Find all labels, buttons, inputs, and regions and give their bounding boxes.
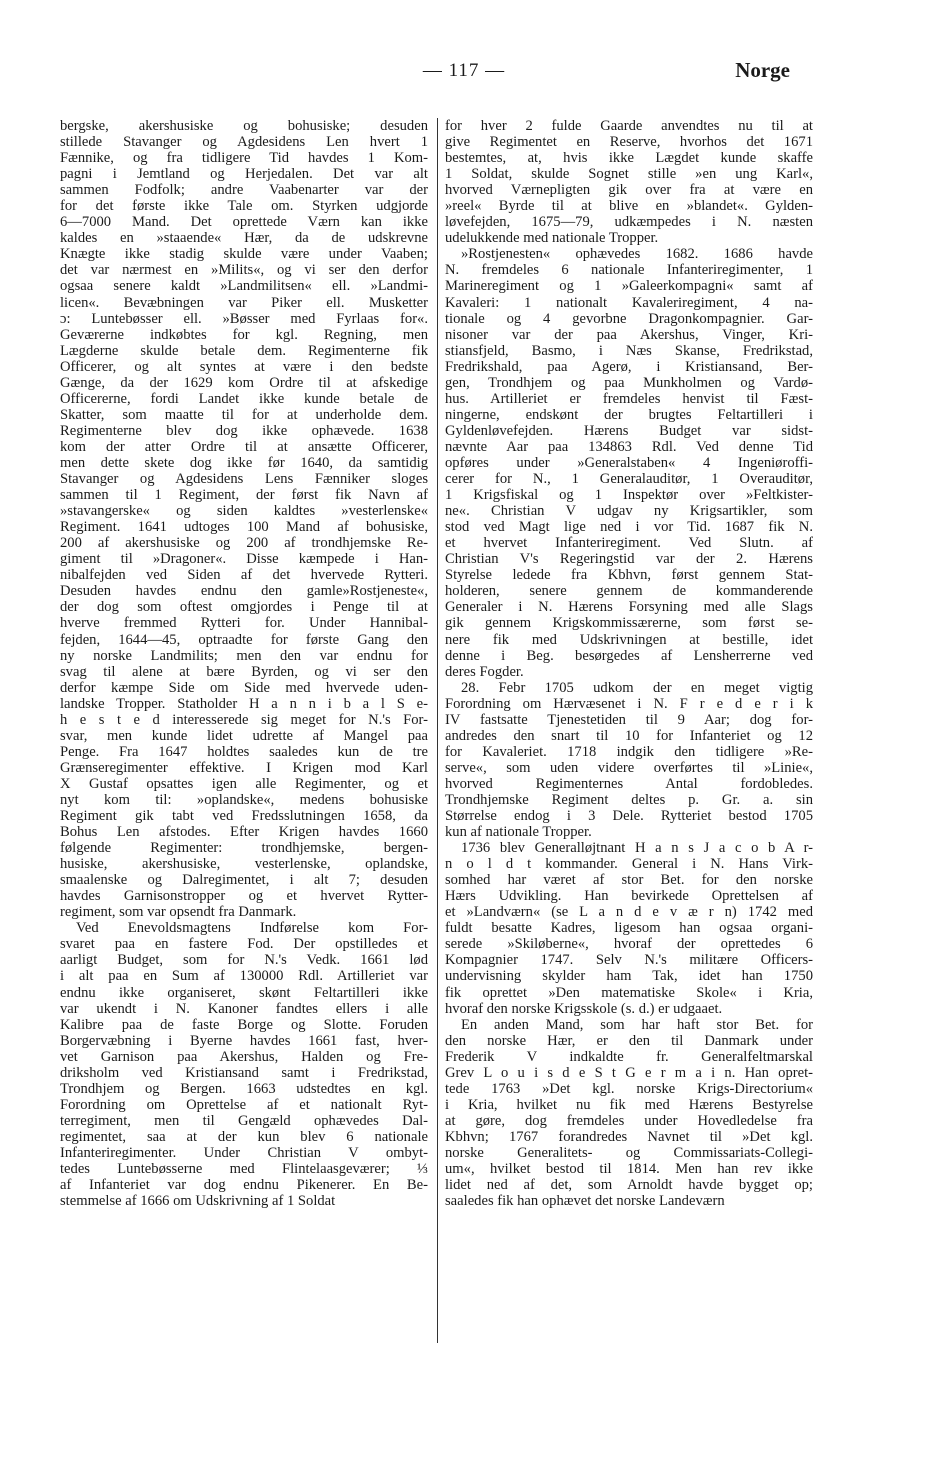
text-line: svag til alene at bære Byrden, og vi ser den (60, 663, 428, 680)
text-line: ogsaa senere kaldt »Landmilitsen« ell. »Landmi- (60, 278, 428, 295)
text-line: sammen til 1 Regiment, der først fik Navn af (60, 487, 428, 504)
text-line: um«, hvilket bestod til 1814. Men han rev ikke (445, 1161, 813, 1178)
text-line: h e s t e d interesserede sig meget for N.'s For- (60, 711, 428, 728)
text-line: driksholm ved Kristiansand samt i Fredrikstad, (60, 1064, 428, 1081)
running-head: Norge (735, 58, 790, 82)
text-line: der dog som oftest omgjordes i Penge til at (60, 599, 428, 616)
text-line: det var nærmest en »Milits«, og vi ser den derfor (60, 262, 428, 279)
text-line: stod ved Magt lige ned i vor Tid. 1687 fik N. (445, 519, 813, 536)
text-line: derfor kæmpe Side om Side med hvervede uden- (60, 679, 428, 696)
text-line: aarligt Budget, som for N.'s Vedk. 1661 lød (60, 952, 428, 969)
text-line: Marineregiment og 1 »Galeerkompagni« samt af (445, 278, 813, 295)
text-line: »stavangerske« og siden kaldtes »vesterlenske« (60, 503, 428, 520)
text-line: terregiment, men til Gengæld ophævedes Dal- (60, 1112, 428, 1129)
text-line: Regiment gik tabt ved Fredsslutningen 1658, da (60, 808, 428, 825)
text-line: Knægte ikke stadig skulde være under Vaaben; (60, 246, 428, 263)
text-line: et hvervet Infanteriregiment. Ved Slutn. af (445, 535, 813, 552)
text-line: for hver 2 fulde Gaarde anvendtes nu til at (445, 118, 813, 134)
text-line: den norske Hær, er den til Danmark under (445, 1032, 813, 1049)
text-line: husiske, akershusiske, vesterlenske, oplandske, (60, 856, 428, 873)
text-line: licen«. Bevæbningen var Piker ell. Musketter (60, 294, 428, 311)
text-line: gen, Trondhjem og paa Munkholmen og Vardø- (445, 374, 813, 391)
page-number: — 117 — (422, 60, 506, 81)
text-line: bestemtes, at, hvis ikke Lægdet kunde skaffe (445, 150, 813, 167)
right-column (445, 118, 813, 1209)
text-line: kom der atter Ordre til at ansætte Officerer, (60, 438, 428, 455)
text-line: undervisning skylder ham Tak, idet han 1750 (445, 968, 813, 985)
text-line: Borgervæbning i Byerne havdes 1661 fast, hver- (60, 1032, 428, 1049)
text-line: pagni i Jemtland og Herjedalen. Det var alt (60, 166, 428, 183)
text-line: 28. Febr 1705 udkom der en meget vigtig (461, 679, 813, 696)
text-line: men dette skete dog ikke før 1640, da samtidig (60, 454, 428, 471)
text-line: tedes Luntebøsserne med Flintelaasgeværer; ⅓ (60, 1161, 428, 1178)
text-line: Ved Enevoldsmagtens Indførelse kom For- (76, 920, 428, 937)
text-line: for Kavaleriet. 1718 indgik den tidligere »Re- (445, 743, 813, 760)
text-line: kaldes en »staaende« Hær, da de udskrevne (60, 230, 428, 247)
text-line: IV fastsatte Tjenestetiden til 9 Aar; dog for- (445, 711, 813, 728)
text-line: Fænnike, og fra tidligere Tid havdes 1 Kom- (60, 150, 428, 167)
text-line: Fredrikshald, paa Agerø, i Kristiansand, Ber- (445, 358, 813, 375)
text-line: somhed har været af stor Bet. for den norske (445, 872, 813, 889)
text-line: regiment, som var opsendt fra Danmark. (60, 904, 297, 921)
text-line: tede 1763 »Det kgl. norske Krigs-Directorium« (445, 1080, 813, 1097)
text-line: Forordning om Hærvæsenet i N. F r e d e r i k (445, 695, 813, 712)
text-line: 6—7000 Mand. Det oprettede Værn kan ikke (60, 214, 428, 231)
text-line: cerer for N., 1 Generalauditør, 1 Overauditør, (445, 471, 813, 488)
text-line: fejden, 1644—45, optraadte for første Gang den (60, 631, 428, 648)
text-line: give Regimentet en Reserve, hvorhos det 1671 (445, 134, 813, 151)
text-line: giment til »Dragoner«. Disse kæmpede i Han- (60, 551, 428, 568)
left-column (60, 118, 428, 1209)
text-line: nyt kom til: »oplandske«, medens bohusiske (60, 791, 428, 808)
text-line: hverve fremmed Rytteri for. Under Hannibal- (60, 615, 428, 632)
text-line: Christian V's Regeringstid var der 2. Hærens (445, 551, 813, 568)
text-line: nævnte Aar paa 134863 Rdl. Ved denne Tid (445, 438, 813, 455)
text-line: Stavanger og Agdesidens Lens Fænniker sloges (60, 471, 428, 488)
text-line: n o l d t kommander. General i N. Hans Virk- (445, 856, 813, 873)
text-line: Grænseregimenter effektive. I Krigen mod Karl (60, 759, 428, 776)
text-line: Hærs Udvikling. Han bevirkede Oprettelsen af (445, 888, 813, 905)
text-line: deres Fogder. (445, 663, 524, 680)
text-line: svaret paa en fastere Fod. Der opstilledes et (60, 936, 428, 953)
text-line: hvorved Regimenternes Antal fordobledes. (445, 775, 813, 792)
text-line: fik oprettet »Den matematiske Skole« i Kria, (445, 984, 813, 1001)
text-line: gik gennem Krigskommissærerne, som først se- (445, 615, 813, 632)
text-line: Størrelse endog i 3 Dele. Rytteriet bestod 1705 (445, 808, 813, 825)
text-line: nisoner var der paa Akershus, Vinger, Kri- (445, 326, 813, 343)
text-line: havdes Garnisonstropper og et hvervet Rytter- (60, 888, 428, 905)
text-line: ne«. Christian V udgav ny Krigsartikler, som (445, 503, 813, 520)
text-line: et »Landværn« (se L a n d e v æ r n) 1742 med (445, 904, 813, 921)
text-line: i Kria, hvilket nu fik med Hærens Bestyrelse (445, 1096, 813, 1113)
text-line: bergske, akershusiske og bohusiske; desuden (60, 118, 428, 134)
text-line: for det første ikke Tale om. Styrken udgjorde (60, 198, 428, 215)
text-line: andredes den snart til 10 for Infanteriet og 12 (445, 727, 813, 744)
text-line: opføres under »Generalstaben« 4 Ingeniøroffi- (445, 454, 813, 471)
text-line: lidet ned af det, som Arnoldt havde bygget op; (445, 1177, 813, 1194)
text-line: hus. Artilleriet er fremdeles henvist til Fæst- (445, 390, 813, 407)
text-line: i alt paa en Sum af 130000 Rdl. Artilleriet var (60, 968, 428, 985)
text-line: regimentet, saa at der kun blev 6 nationale (60, 1128, 428, 1145)
column-divider (437, 118, 438, 1343)
text-line: svar, men kunde lidet udrette af Mangel paa (60, 727, 428, 744)
text-line: »reel« Byrde til at blive en »blandet«. Gylden- (445, 198, 813, 215)
text-line: norske Generalitets- og Commissariats-Collegi- (445, 1145, 813, 1161)
text-line: stemmelse af 1666 om Udskrivning af 1 Soldat (60, 1193, 336, 1210)
text-line: Regiment. 1641 udtoges 100 Mand af bohusiske, (60, 519, 428, 536)
text-line: stillede Stavanger og Agdesidens Len hvert 1 (60, 134, 428, 151)
text-line: 1736 blev Generalløjtnant H a n s J a c o b A r- (461, 840, 813, 857)
text-line: endnu ikke organiseret, skønt Feltartilleri ikke (60, 984, 428, 1001)
text-line: Skatter, som maatte til for at underholde dem. (60, 406, 428, 423)
text-line: var ukendt i N. Kanoner fandtes ellers i alle (60, 1000, 428, 1017)
text-line: sammen Fodfolk; andre Vaabenarter var der (60, 182, 428, 199)
text-line: Officererne, fordi Landet ikke kunde betale de (60, 390, 428, 407)
text-line: Kalibre paa de faste Borge og Slotte. Foruden (60, 1016, 428, 1033)
text-line: tionale og 4 gevorbne Dragonkompagnier. Gar- (445, 310, 813, 327)
text-line: Penge. Fra 1647 holdtes saaledes kun de tre (60, 743, 428, 760)
text-line: saaledes fik han ophævet det norske Landeværn (445, 1193, 725, 1210)
text-line: Frederik V indkaldte fr. Generalfeltmarskal (445, 1048, 813, 1065)
text-line: N. fremdeles 6 nationale Infanteriregimenter, 1 (445, 262, 813, 279)
text-line: Grev L o u i s d e S t G e r m a i n. Han opret- (445, 1064, 813, 1081)
text-line: landske Tropper. Statholder H a n n i b a l S e- (60, 695, 428, 712)
text-line: Bohus Len afstodes. Efter Krigen havdes 1660 (60, 824, 428, 841)
text-line: kun af nationale Tropper. (445, 824, 592, 841)
text-line: En anden Mand, som har haft stor Bet. for (461, 1016, 813, 1033)
text-line: Trondhjemske Regiment deltes p. Gr. a. sin (445, 791, 813, 808)
text-line: holderen, senere gennem de kommanderende (445, 583, 813, 600)
text-line: at gøre, dog fremdeles under Hovedledelse fra (445, 1112, 813, 1129)
text-line: »Rostjenesten« ophævedes 1682. 1686 havde (461, 246, 813, 263)
text-line: Generaler i N. Hærens Forsyning med alle Slags (445, 599, 813, 616)
text-line: Gyldenløvefejden. Hærens Budget var sidst- (445, 422, 813, 439)
text-line: Regimenterne blev dog ikke ophævede. 1638 (60, 422, 428, 439)
text-line: Gænge, da der 1629 kom Ordre til at afskedige (60, 374, 428, 391)
text-line: følgende Regimenter: trondhjemske, bergen- (60, 840, 428, 857)
text-line: Kompagnier 1747. Selv N.'s militære Officers- (445, 952, 813, 969)
text-line: hvorved Værnepligten gik over fra at være en (445, 182, 813, 199)
text-line: Officerer, og alt syntes at være i den bedste (60, 358, 428, 375)
text-line: nere fik med Udskrivningen at bestille, idet (445, 631, 813, 648)
text-line: fuldt besatte Kadres, ligesom han ogsaa organi- (445, 920, 813, 937)
text-line: 200 af akershusiske og 200 af trondhjemske Re- (60, 535, 428, 552)
text-line: denne i Beg. besørgedes af Lensherrerne ved (445, 647, 813, 664)
text-line: Lægderne skulde betale dem. Regimenterne fik (60, 342, 428, 359)
text-line: smaalenske og Dalregimentet, i alt 7; desuden (60, 872, 428, 889)
text-line: udelukkende med nationale Tropper. (445, 230, 659, 247)
text-line: hvoraf den norske Krigsskole (s. d.) er udgaaet. (445, 1000, 723, 1017)
text-line: ningerne, endskønt der brugtes Feltartilleri i (445, 406, 813, 423)
text-line: nibalfejden ved Siden af det hvervede Rytteri. (60, 567, 428, 584)
text-line: Infanteriregimenter. Under Christian V ombyt- (60, 1145, 428, 1161)
text-line: 1 Krigsfiskal og 1 Inspektør over »Feltkister- (445, 487, 813, 504)
text-line: serede »Skiløberne«, hvoraf der oprettedes 6 (445, 936, 813, 953)
text-line: Forordning om Oprettelse af et nationalt Ryt- (60, 1096, 428, 1113)
text-line: vet Garnison paa Akershus, Halden og Fre- (60, 1048, 428, 1065)
text-line: Kbhvn; 1767 forandredes Navnet til »Det kgl. (445, 1128, 813, 1145)
text-line: ny norske Landmilits; men den var endnu for (60, 647, 428, 664)
text-line: 1 Soldat, skulde Sognet stille »en ung Karl«, (445, 166, 813, 183)
text-line: Desuden havdes endnu den gamle»Rostjeneste«, (60, 583, 428, 600)
text-line: Kavaleri: 1 nationalt Kavaleriregiment, 4 na- (445, 294, 813, 311)
text-line: Trondhjem og Bergen. 1663 udstedtes en kgl. (60, 1080, 428, 1097)
text-line: af Infanteriet var dog endnu Pikenerer. En Be- (60, 1177, 428, 1194)
text-line: serve«, som uden videre overførtes til »Linie«, (445, 759, 813, 776)
text-line: løvefejden, 1675—79, udkæmpedes i N. næsten (445, 214, 813, 231)
text-line: ɔ: Luntebøsser ell. »Bøsser med Fyrlaas for«. (60, 310, 428, 327)
text-line: Styrelse ledede fra Kbhvn, først gennem Stat- (445, 567, 813, 584)
text-line: Geværerne indkøbtes for kgl. Regning, men (60, 326, 428, 343)
text-line: stiansfjeld, Basmo, i Næs Skanse, Fredrikstad, (445, 342, 813, 359)
text-line: X Gustaf opsattes igen alle Regimenter, og et (60, 775, 428, 792)
